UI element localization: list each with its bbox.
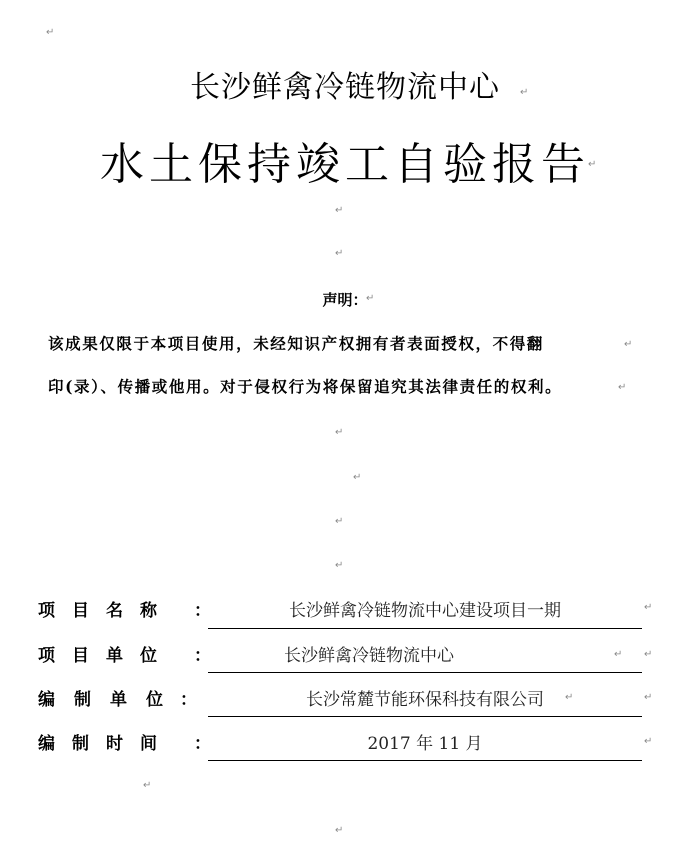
paragraph-mark-icon: ↵ bbox=[618, 382, 627, 393]
paragraph-mark-icon: ↵ bbox=[335, 516, 344, 527]
project-unit-colon: ： bbox=[194, 646, 211, 666]
underline bbox=[208, 672, 642, 673]
compiling-unit-label: 编制单位 bbox=[38, 690, 182, 710]
paragraph-mark-icon: ↵ bbox=[335, 427, 344, 438]
compiling-time-value: 2017 年 11 月 bbox=[367, 734, 483, 754]
compiling-unit-value: 长沙常麓节能环保科技有限公司 bbox=[306, 690, 544, 710]
underline bbox=[208, 760, 642, 761]
project-name-label: 项目名称 bbox=[38, 601, 174, 621]
paragraph-mark-icon: ↵ bbox=[644, 602, 653, 613]
compiling-time-label: 编制时间 bbox=[38, 734, 174, 754]
underline bbox=[208, 716, 642, 717]
declaration-line-2: 印(录）、传播或他用。对于侵权行为将保留追究其法律责任的权利。 bbox=[48, 377, 563, 396]
paragraph-mark-icon: ↵ bbox=[588, 159, 597, 170]
paragraph-mark-icon: ↵ bbox=[644, 736, 653, 747]
compiling-unit-colon: ： bbox=[180, 690, 197, 710]
project-name-value: 长沙鲜禽冷链物流中心建设项目一期 bbox=[289, 601, 561, 621]
project-name-colon: ： bbox=[194, 601, 211, 621]
report-title: 水土保持竣工自验报告 bbox=[100, 139, 590, 190]
paragraph-mark-icon: ↵ bbox=[143, 780, 152, 791]
paragraph-mark-icon: ↵ bbox=[644, 692, 653, 703]
paragraph-mark-icon: ↵ bbox=[644, 649, 653, 660]
paragraph-mark-icon: ↵ bbox=[624, 339, 633, 350]
project-title: 长沙鲜禽冷链物流中心 bbox=[190, 70, 500, 105]
project-unit-value: 长沙鲜禽冷链物流中心 bbox=[284, 646, 454, 666]
paragraph-mark-icon: ↵ bbox=[335, 205, 344, 216]
paragraph-mark-icon: ↵ bbox=[565, 692, 574, 703]
compiling-time-colon: ： bbox=[194, 734, 211, 754]
paragraph-mark-icon: ↵ bbox=[46, 27, 55, 38]
declaration-line-1: 该成果仅限于本项目使用，未经知识产权拥有者表面授权，不得翻 bbox=[48, 334, 544, 353]
paragraph-mark-icon: ↵ bbox=[614, 649, 623, 660]
paragraph-mark-icon: ↵ bbox=[335, 560, 344, 571]
underline bbox=[208, 628, 642, 629]
paragraph-mark-icon: ↵ bbox=[353, 472, 362, 483]
paragraph-mark-icon: ↵ bbox=[335, 825, 344, 836]
paragraph-mark-icon: ↵ bbox=[366, 293, 375, 304]
project-unit-label: 项目单位 bbox=[38, 646, 174, 666]
paragraph-mark-icon: ↵ bbox=[520, 87, 529, 98]
paragraph-mark-icon: ↵ bbox=[335, 248, 344, 259]
declaration-heading: 声明： bbox=[322, 291, 368, 309]
